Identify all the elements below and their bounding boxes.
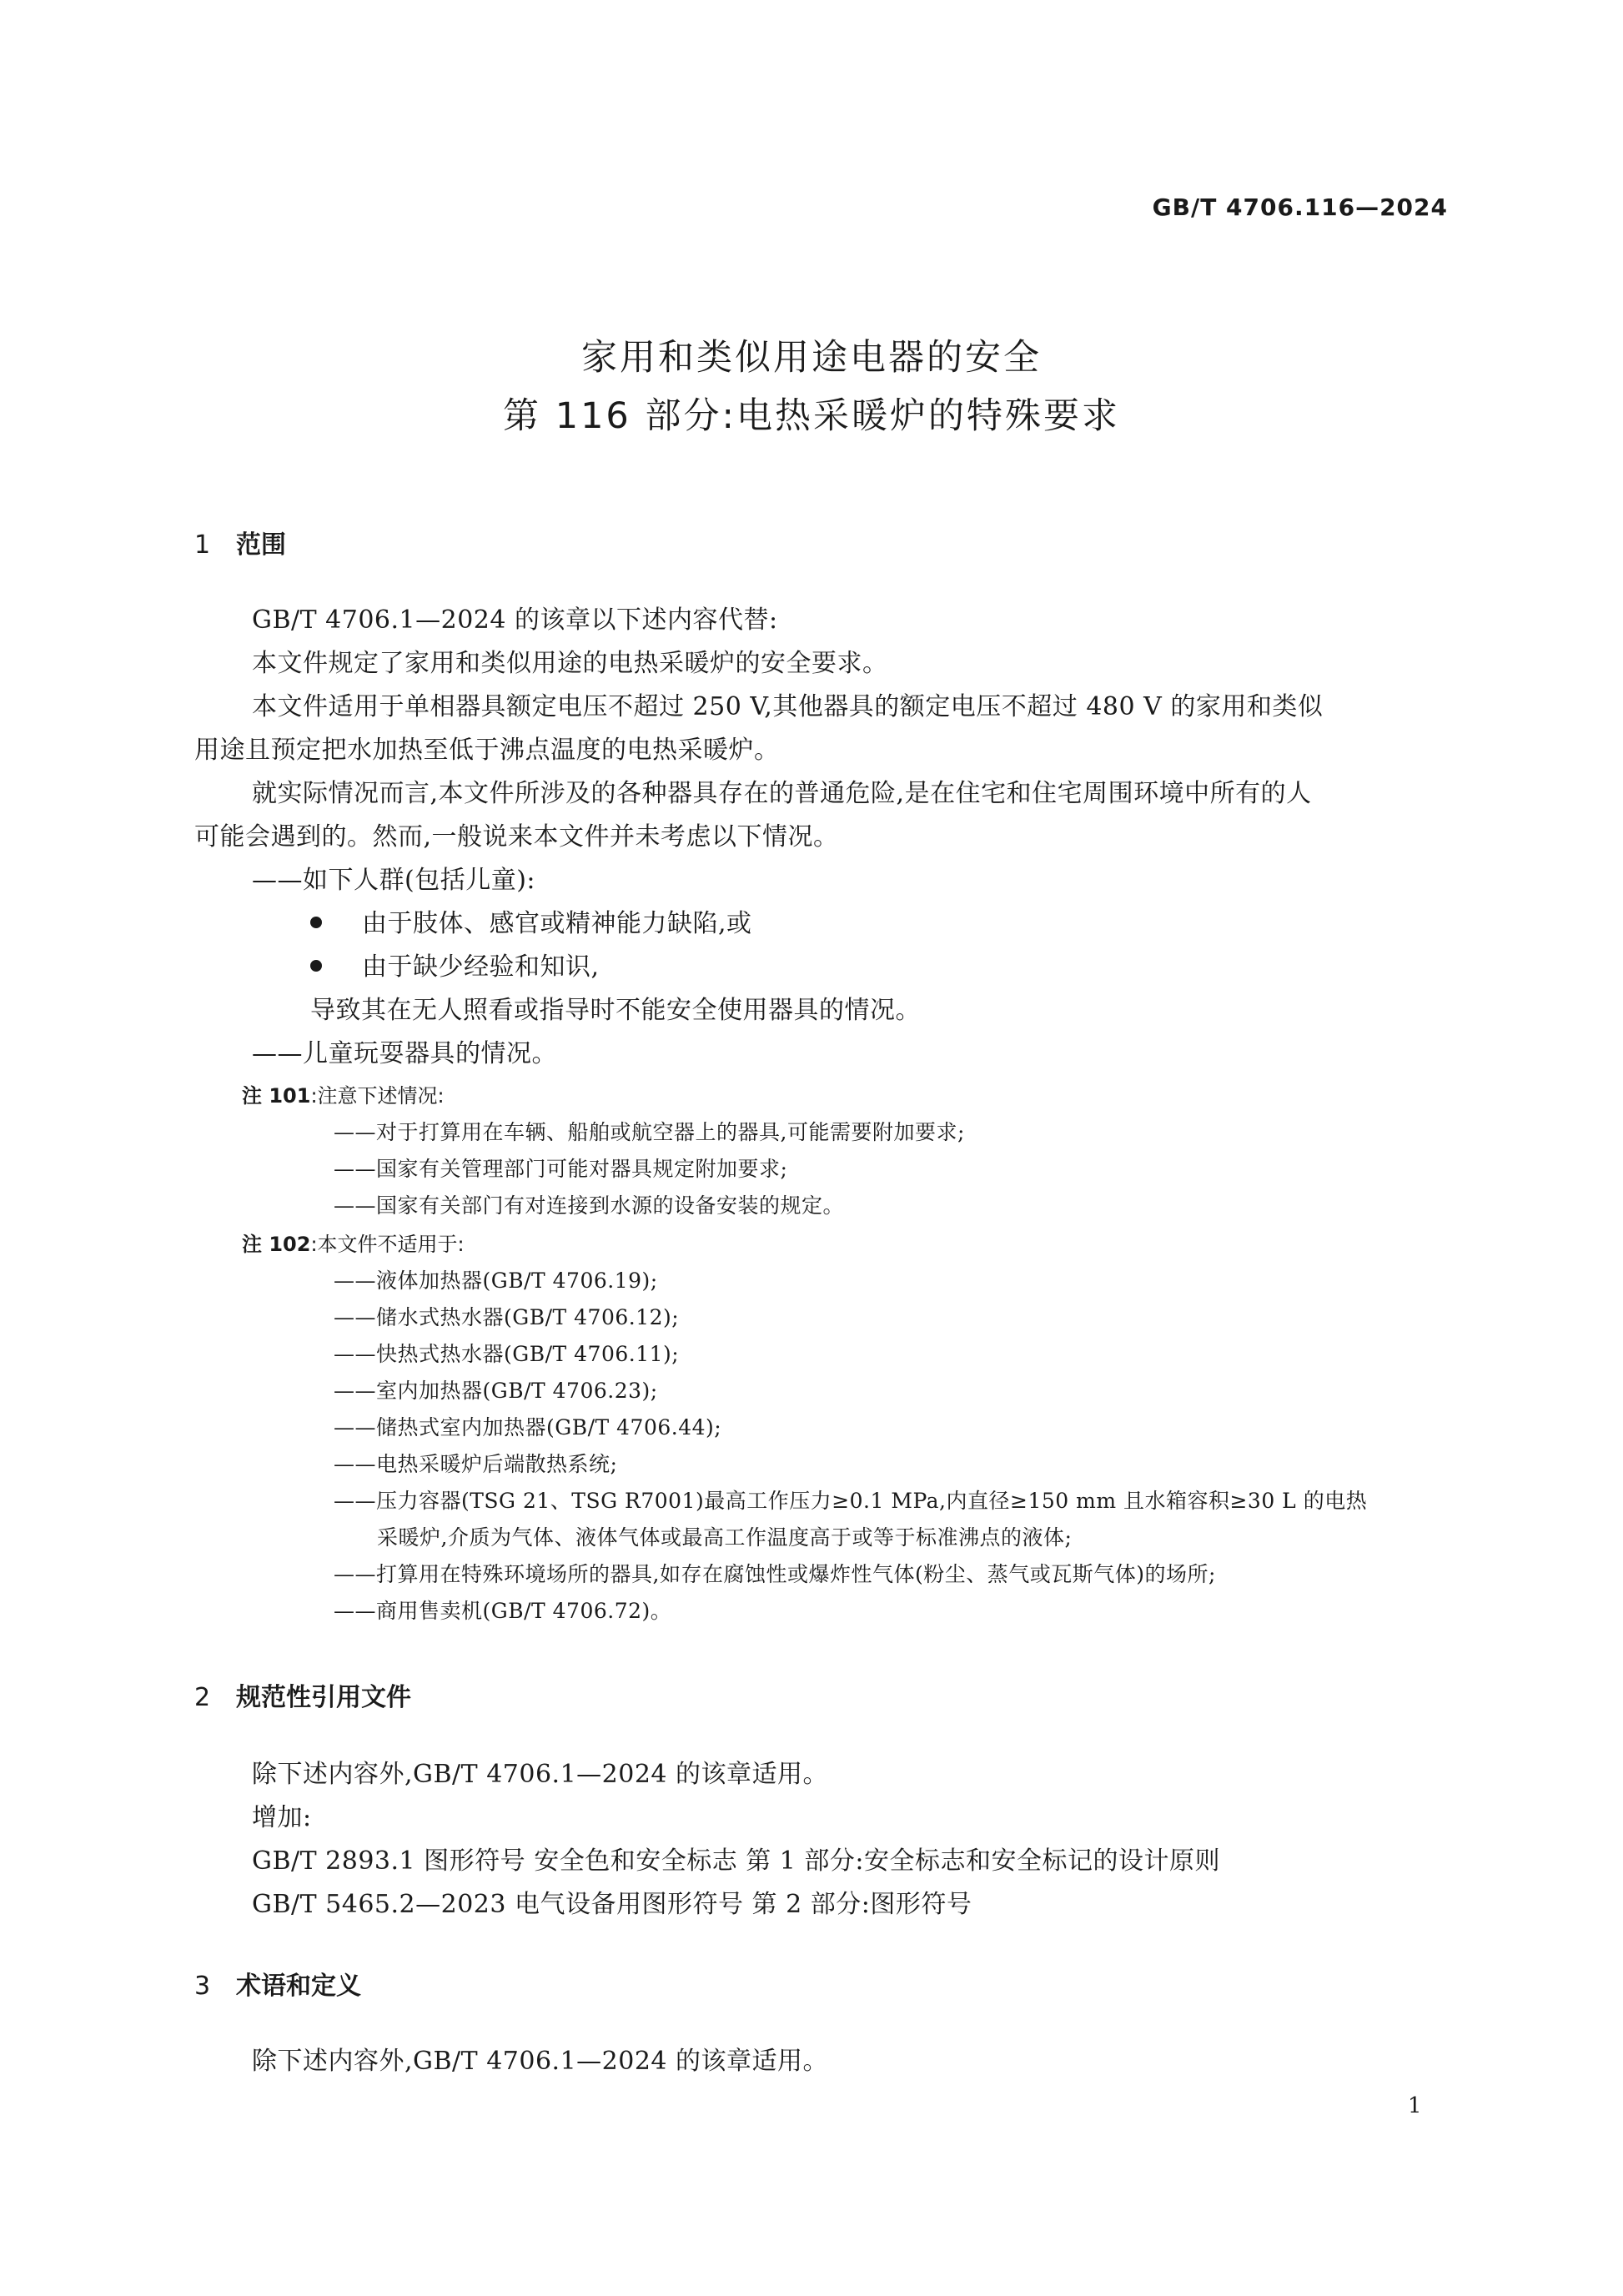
note-text: :本文件不适用于: <box>310 1233 465 1256</box>
note-102-heading <box>242 1228 465 1257</box>
normative-reference: GB/T 2893.1 图形符号 安全色和安全标志 第 1 部分:安全标志和安全标记的设计原则 <box>252 1846 1221 1876</box>
note-text: :注意下述情况: <box>310 1084 445 1108</box>
paragraph: 除下述内容外,GB/T 4706.1—2024 的该章适用。 <box>252 1760 829 1789</box>
section-title: 术语和定义 <box>236 1972 361 2001</box>
paragraph: 本文件规定了家用和类似用途的电热采暖炉的安全要求。 <box>252 649 888 678</box>
note-list-item: ——国家有关管理部门可能对器具规定附加要求; <box>334 1157 788 1181</box>
note-101-heading <box>242 1079 445 1108</box>
note-list-item: ——快热式热水器(GB/T 4706.11); <box>334 1342 680 1366</box>
note-list-item: ——商用售卖机(GB/T 4706.72)。 <box>334 1599 672 1623</box>
document-code: GB/T 4706.116—2024 <box>1152 193 1448 221</box>
paragraph: 除下述内容外,GB/T 4706.1—2024 的该章适用。 <box>252 2047 829 2076</box>
bullet-dot-icon <box>310 917 322 928</box>
dash-list-item: ——儿童玩耍器具的情况。 <box>252 1039 557 1068</box>
section-number: 2 <box>194 1683 211 1712</box>
note-list-item: ——电热采暖炉后端散热系统; <box>334 1452 618 1476</box>
document-title-line2: 第 116 部分:电热采暖炉的特殊要求 <box>503 395 1120 437</box>
paragraph-continuation: 可能会遇到的。然而,一般说来本文件并未考虑以下情况。 <box>194 822 839 852</box>
section-1-heading <box>194 524 286 560</box>
note-list-item: ——液体加热器(GB/T 4706.19); <box>334 1269 658 1293</box>
bullet-text: 由于肢体、感官或精神能力缺陷,或 <box>362 909 752 938</box>
note-list-item: ——储热式室内加热器(GB/T 4706.44); <box>334 1415 722 1439</box>
section-title: 规范性引用文件 <box>236 1683 411 1712</box>
note-list-item: ——室内加热器(GB/T 4706.23); <box>334 1379 658 1403</box>
note-list-item: ——压力容器(TSG 21、TSG R7001)最高工作压力≥0.1 MPa,内直径≥150 mm 且水箱容积≥30 L 的电热 <box>334 1489 1368 1513</box>
document-title-line1: 家用和类似用途电器的安全 <box>581 337 1042 379</box>
bullet-text: 由于缺少经验和知识, <box>362 952 600 982</box>
paragraph: 增加: <box>252 1803 312 1832</box>
section-2-heading <box>194 1676 411 1713</box>
paragraph-continuation: 用途且预定把水加热至低于沸点温度的电热采暖炉。 <box>194 736 780 765</box>
paragraph: GB/T 4706.1—2024 的该章以下述内容代替: <box>252 605 778 635</box>
bullet-dot-icon <box>310 960 322 972</box>
section-number: 3 <box>194 1972 211 2001</box>
note-list-item-continuation: 采暖炉,介质为气体、液体气体或最高工作温度高于或等于标准沸点的液体; <box>377 1525 1073 1550</box>
note-list-item: ——对于打算用在车辆、船舶或航空器上的器具,可能需要附加要求; <box>334 1120 965 1144</box>
normative-reference: GB/T 5465.2—2023 电气设备用图形符号 第 2 部分:图形符号 <box>252 1890 972 1919</box>
dash-list-item: ——如下人群(包括儿童): <box>252 866 536 895</box>
note-label: 注 101 <box>242 1084 311 1108</box>
bullet-list-item <box>310 902 752 939</box>
note-list-item: ——储水式热水器(GB/T 4706.12); <box>334 1305 680 1329</box>
note-label: 注 102 <box>242 1233 311 1256</box>
section-3-heading <box>194 1965 361 2002</box>
note-list-item: ——国家有关部门有对连接到水源的设备安装的规定。 <box>334 1193 845 1218</box>
section-number: 1 <box>194 530 211 560</box>
page-number: 1 <box>1408 2093 1422 2118</box>
paragraph: 导致其在无人照看或指导时不能安全使用器具的情况。 <box>310 996 921 1025</box>
section-title: 范围 <box>236 530 286 560</box>
note-list-item: ——打算用在特殊环境场所的器具,如存在腐蚀性或爆炸性气体(粉尘、蒸气或瓦斯气体)的场所; <box>334 1562 1216 1586</box>
bullet-list-item <box>310 946 600 982</box>
paragraph: 本文件适用于单相器具额定电压不超过 250 V,其他器具的额定电压不超过 480 V 的家用和类似 <box>252 692 1324 721</box>
paragraph: 就实际情况而言,本文件所涉及的各种器具存在的普通危险,是在住宅和住宅周围环境中所有的人 <box>252 779 1312 808</box>
